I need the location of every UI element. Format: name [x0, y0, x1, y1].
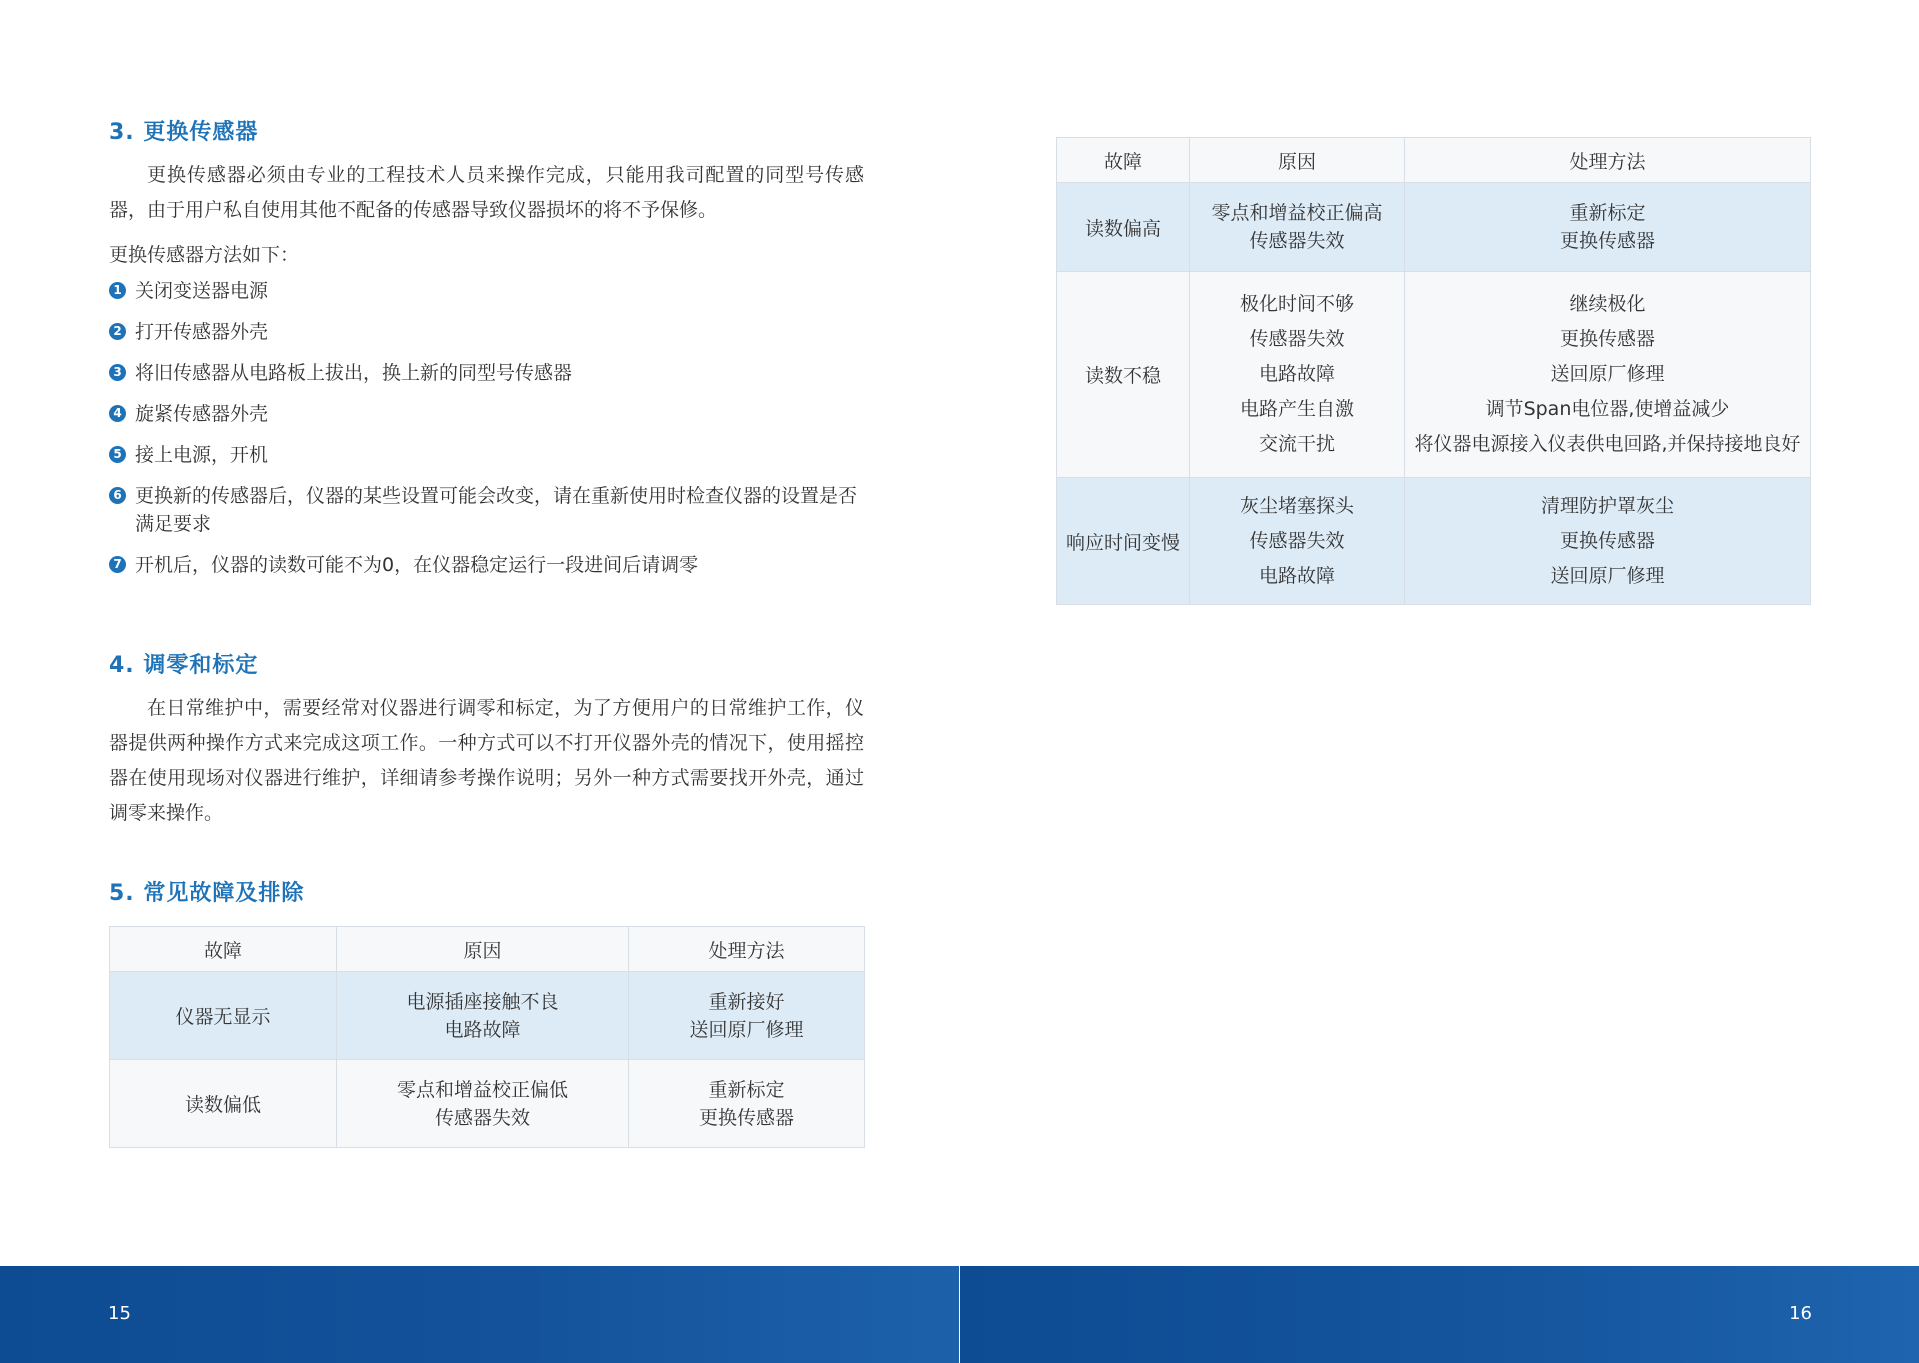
- step-item: [109, 482, 864, 538]
- cause-cell: [1190, 183, 1405, 272]
- step-number-icon: 4: [109, 405, 126, 422]
- section-zero-calibration: [109, 651, 864, 831]
- cause-line: 电路产生自激: [1239, 398, 1354, 420]
- cause-line: 传感器失效: [434, 1106, 530, 1129]
- cause-line: 电源插座接触不良: [406, 990, 559, 1013]
- footer-band-left: [0, 1266, 959, 1363]
- step-item: [109, 400, 864, 428]
- fix-line: 更换传感器: [1559, 529, 1655, 552]
- cause-cell: [337, 1060, 629, 1148]
- table-row: [110, 972, 865, 1060]
- section-3-method-label: 更换传感器方法如下：: [109, 244, 300, 266]
- page-right: [960, 0, 1919, 1363]
- table-row: [1057, 478, 1811, 605]
- fault-cell: 读数不稳: [1057, 272, 1190, 478]
- cause-line: 电路故障: [1258, 363, 1335, 385]
- fault-table-right: [1056, 137, 1811, 605]
- section-troubleshooting: [109, 879, 864, 909]
- section-replace-sensor: [109, 118, 864, 579]
- column-header-fix: 处理方法: [1405, 138, 1811, 183]
- column-header-cause: 原因: [1190, 138, 1405, 183]
- step-text: 旋紧传感器外壳: [135, 403, 269, 425]
- section-4-title: 4. 调零和标定: [109, 653, 259, 678]
- fix-cell: [1405, 183, 1811, 272]
- fault-cell: 读数偏高: [1057, 183, 1190, 272]
- fix-line: 送回原厂修理: [1550, 363, 1665, 385]
- cause-cell: [337, 972, 629, 1060]
- fix-cell: [629, 1060, 865, 1148]
- step-text: 接上电源，开机: [135, 444, 269, 466]
- cause-line: 交流干扰: [1258, 433, 1335, 455]
- cause-line: 电路故障: [1258, 564, 1335, 587]
- fix-line: 清理防护罩灰尘: [1540, 494, 1674, 517]
- fix-line: 送回原厂修理: [689, 1018, 804, 1041]
- section-3-title: 3. 更换传感器: [109, 120, 259, 145]
- fix-line: 重新接好: [708, 990, 785, 1013]
- step-list: [109, 277, 864, 579]
- fix-line: 继续极化: [1569, 293, 1646, 315]
- fix-cell: [629, 972, 865, 1060]
- fix-line: 更换传感器: [1559, 328, 1655, 350]
- cause-line: 极化时间不够: [1239, 293, 1354, 315]
- step-item: [109, 551, 864, 579]
- step-number-icon: 3: [109, 364, 126, 381]
- step-number-icon: 6: [109, 487, 126, 504]
- step-text: 开机后，仪器的读数可能不为0，在仪器稳定运行一段进间后请调零: [135, 554, 699, 576]
- footer-band-right: [960, 1266, 1919, 1363]
- step-number-icon: 5: [109, 446, 126, 463]
- step-text: 更换新的传感器后，仪器的某些设置可能会改变，请在重新使用时检查仪器的设置是否满足要求: [135, 485, 858, 535]
- cause-cell: [1190, 478, 1405, 605]
- table-row: [110, 1060, 865, 1148]
- fault-cell: 读数偏低: [110, 1060, 337, 1148]
- fault-table-left: [109, 926, 865, 1148]
- fix-line: 重新标定: [708, 1078, 785, 1101]
- cause-line: 传感器失效: [1249, 328, 1345, 350]
- cause-line: 灰尘堵塞探头: [1239, 494, 1354, 517]
- cause-line: 零点和增益校正偏高: [1211, 202, 1383, 224]
- fix-line: 送回原厂修理: [1550, 564, 1665, 587]
- step-number-icon: 7: [109, 556, 126, 573]
- step-number-icon: 2: [109, 323, 126, 340]
- fix-line: 将仪器电源接入仪表供电回路,并保持接地良好: [1414, 433, 1801, 455]
- step-text: 打开传感器外壳: [135, 321, 269, 343]
- step-item: [109, 359, 864, 387]
- fix-cell: [1405, 272, 1811, 478]
- section-5-title: 5. 常见故障及排除: [109, 881, 305, 906]
- fix-line: 更换传感器: [698, 1106, 794, 1129]
- table-header-row: [110, 927, 865, 972]
- table-row: [1057, 183, 1811, 272]
- page-left: [0, 0, 959, 1363]
- column-header-fault: 故障: [110, 927, 337, 972]
- step-text: 将旧传感器从电路板上拔出，换上新的同型号传感器: [135, 362, 573, 384]
- fix-line: 调节Span电位器,使增益减少: [1485, 398, 1730, 420]
- fault-cell: 响应时间变慢: [1057, 478, 1190, 605]
- step-item: [109, 277, 864, 305]
- cause-line: 电路故障: [444, 1018, 521, 1041]
- page-number-right: 16: [1789, 1303, 1812, 1324]
- step-text: 关闭变送器电源: [135, 280, 269, 302]
- page-number-left: 15: [108, 1303, 131, 1324]
- cause-line: 传感器失效: [1249, 529, 1345, 552]
- column-header-fix: 处理方法: [629, 927, 865, 972]
- fix-line: 重新标定: [1569, 202, 1646, 224]
- section-4-body: 在日常维护中，需要经常对仪器进行调零和标定，为了方便用户的日常维护工作，仪器提供两种操作方式来完成这项工作。一种方式可以不打开仪器外壳的情况下，使用摇控器在使用现场对仪器进行维护，详细请参考操作说明；另外一种方式需要找开外壳，通过调零来操作。: [109, 697, 864, 824]
- section-3-intro: 更换传感器必须由专业的工程技术人员来操作完成，只能用我司配置的同型号传感器，由于用户私自使用其他不配备的传感器导致仪器损坏的将不予保修。: [109, 164, 864, 221]
- fix-cell: [1405, 478, 1811, 605]
- table-header-row: [1057, 138, 1811, 183]
- fault-cell: 仪器无显示: [110, 972, 337, 1060]
- cause-line: 传感器失效: [1249, 230, 1345, 252]
- column-header-cause: 原因: [337, 927, 629, 972]
- cause-cell: [1190, 272, 1405, 478]
- step-item: [109, 441, 864, 469]
- cause-line: 零点和增益校正偏低: [396, 1078, 568, 1101]
- column-header-fault: 故障: [1057, 138, 1190, 183]
- table-row: [1057, 272, 1811, 478]
- fix-line: 更换传感器: [1559, 230, 1655, 252]
- step-number-icon: 1: [109, 282, 126, 299]
- step-item: [109, 318, 864, 346]
